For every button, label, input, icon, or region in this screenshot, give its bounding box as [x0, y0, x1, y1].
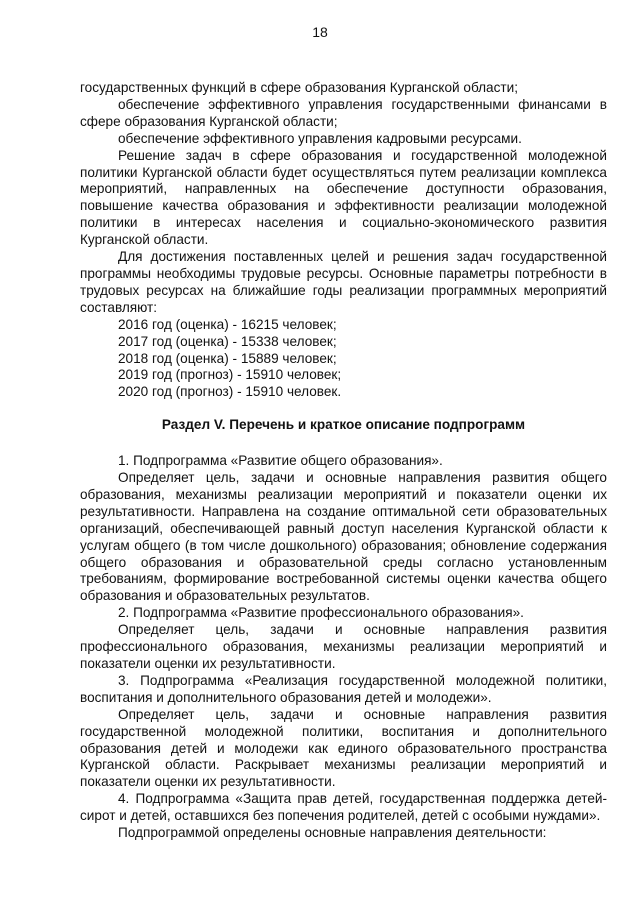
paragraph: Подпрограммой определены основные направления деятельности: — [118, 825, 547, 841]
paragraph: 2018 год (оценка) - 15889 человек; — [118, 350, 337, 366]
page-number: 18 — [312, 24, 328, 40]
paragraph: Определяет цель, задачи и основные направления развития общего образования, механизмы реализации мероприятий и показатели оценки их результативности. Направлена на создание оптимальной сети образовательных организаций, обеспечивающей равный доступ населения Курганской области к услугам общего (в том числе дошкольного) образования; обновление содержания общего образования и образовательной среды согласно установленным требованиям, формирование востребованной системы оценки качества общего образования и образовательных результатов. — [80, 470, 607, 604]
paragraph: 1. Подпрограмма «Развитие общего образования». — [118, 453, 443, 469]
paragraph: Определяет цель, задачи и основные направления развития государственной молодежной политики, воспитания и дополнительного образования детей и молодежи как единого образовательного пространства Курганской области. Раскрывает механизмы реализации мероприятий и показатели оценки их результативности. — [80, 706, 607, 790]
paragraph: 2019 год (прогноз) - 15910 человек; — [118, 367, 342, 383]
paragraph: 2020 год (прогноз) - 15910 человек. — [118, 384, 342, 400]
paragraph: государственных функций в сфере образования Курганской области; — [80, 80, 519, 95]
paragraph: 2016 год (оценка) - 16215 человек; — [118, 316, 337, 332]
paragraph: Для достижения поставленных целей и решения задач государственной программы необходимы трудовые ресурсы. Основные параметры потребности в трудовых ресурсах на ближайшие годы реализации программных мероприятий составляют: — [80, 249, 607, 315]
paragraph: обеспечение эффективного управления кадровыми ресурсами. — [118, 130, 522, 146]
section-heading: Раздел V. Перечень и краткое описание подпрограмм — [161, 417, 526, 433]
paragraph: 2. Подпрограмма «Развитие профессионального образования». — [118, 605, 524, 621]
paragraph: 4. Подпрограмма «Защита прав детей, государственная поддержка детей-сирот и детей, оставшихся без попечения родителей, детей с особыми нуждами». — [80, 791, 607, 824]
paragraph: 2017 год (оценка) - 15338 человек; — [118, 333, 337, 349]
body-text — [80, 80, 607, 842]
paragraph: Решение задач в сфере образования и государственной молодежной политики Курганской области будет осуществляться путем реализации комплекса мероприятий, направленных на обеспечение доступности образования, повышение качества образования и эффективности реализации молодежной политики в интересах населения и социально-экономического развития Курганской области. — [80, 147, 607, 248]
paragraph: 3. Подпрограмма «Реализация государственной молодежной политики, воспитания и дополнительного образования детей и молодежи». — [80, 672, 607, 705]
paragraph: Определяет цель, задачи и основные направления развития профессионального образования, механизмы реализации мероприятий и показатели оценки их результативности. — [80, 622, 607, 671]
paragraph: обеспечение эффективного управления государственными финансами в сфере образования Курганской области; — [80, 96, 607, 129]
